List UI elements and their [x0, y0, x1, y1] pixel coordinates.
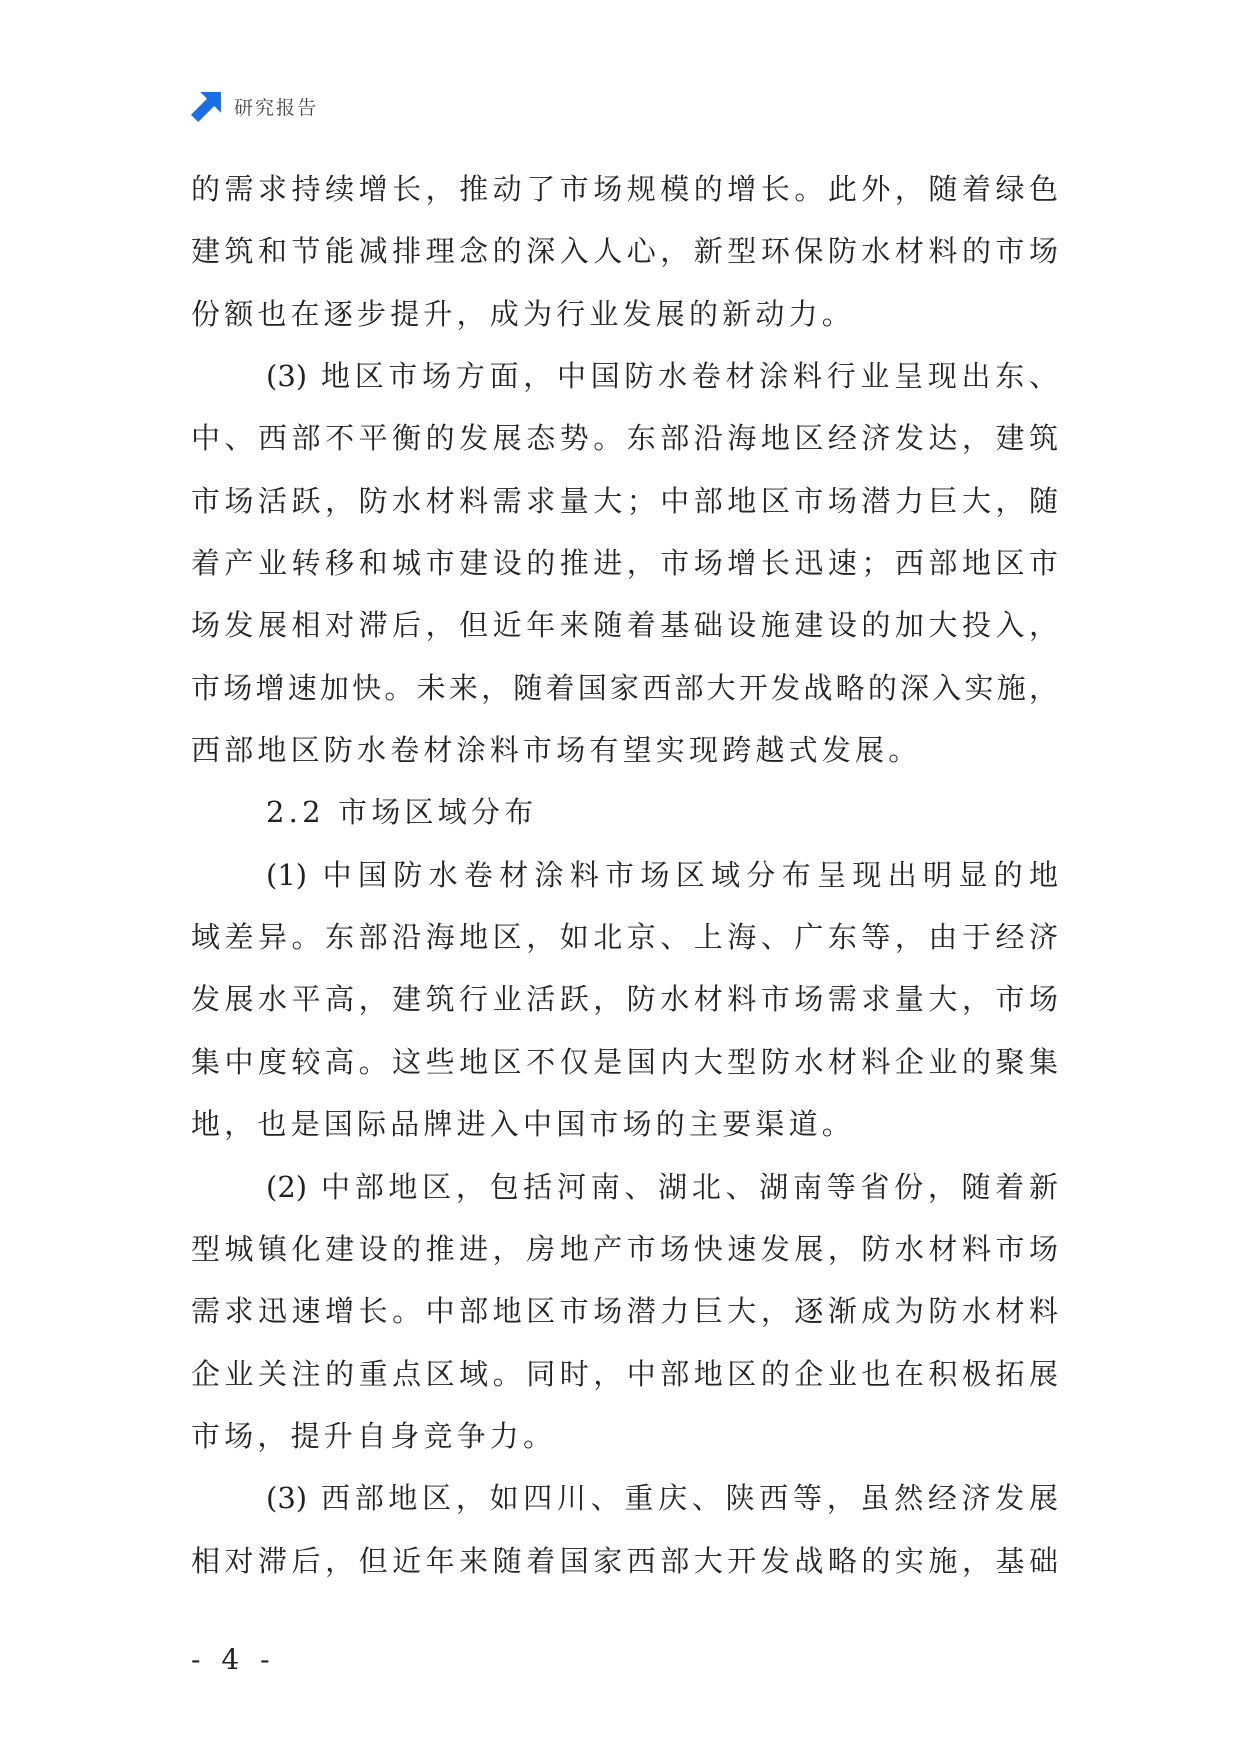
text-line: 的需求持续增长，推动了市场规模的增长。此外，随着绿色	[191, 172, 1058, 206]
text-line: 集中度较高。这些地区不仅是国内大型防水材料企业的聚集	[191, 1044, 1058, 1079]
text-line: 市场增速加快。未来，随着国家西部大开发战略的深入实施，	[191, 670, 1058, 705]
paragraph	[191, 345, 1058, 781]
text-line: 相对滞后，但近年来随着国家西部大开发战略的实施，基础	[191, 1543, 1058, 1578]
text-line: 型城镇化建设的推进，房地产市场快速发展，防水材料市场	[191, 1231, 1058, 1266]
text-line: 域差异。东部沿海地区，如北京、上海、广东等，由于经济	[191, 920, 1058, 955]
report-header	[191, 90, 318, 122]
text-line: 中、西部不平衡的发展态势。东部沿海地区经济发达，建筑	[191, 421, 1058, 456]
text-line: 市场，提升自身竞争力。	[191, 1418, 557, 1453]
arrow-up-right-icon	[191, 91, 222, 122]
text-line: 西部地区防水卷材涂料市场有望实现跨越式发展。	[191, 733, 922, 768]
text-line: 地，也是国际品牌进入中国市场的主要渠道。	[191, 1107, 856, 1142]
document-body	[191, 158, 1058, 1592]
text-line: 场发展相对滞后，但近年来随着基础设施建设的加大投入，	[191, 608, 1058, 643]
paragraph	[191, 1467, 1058, 1592]
text-line: 需求迅速增长。中部地区市场潜力巨大，逐渐成为防水材料	[191, 1294, 1058, 1329]
text-line: (2) 中部地区，包括河南、湖北、湖南等省份，随着新	[266, 1169, 1058, 1204]
page-number: - 4 -	[191, 1643, 276, 1676]
text-line: (3) 西部地区，如四川、重庆、陕西等，虽然经济发展	[266, 1481, 1058, 1516]
text-line: 市场活跃，防水材料需求量大；中部地区市场潜力巨大，随	[191, 483, 1058, 518]
text-line: 建筑和节能减排理念的深入人心，新型环保防水材料的市场	[191, 234, 1058, 269]
text-line: 企业关注的重点区域。同时，中部地区的企业也在积极拓展	[191, 1356, 1058, 1391]
text-line: 发展水平高，建筑行业活跃，防水材料市场需求量大，市场	[191, 982, 1058, 1017]
paragraph	[191, 844, 1058, 1156]
section-heading: 2.2 市场区域分布	[266, 795, 538, 830]
text-line: 着产业转移和城市建设的推进，市场增长迅速；西部地区市	[191, 546, 1058, 581]
paragraph	[191, 1156, 1058, 1468]
paragraph	[191, 158, 1058, 345]
text-line: 份额也在逐步提升，成为行业发展的新动力。	[191, 296, 856, 331]
report-label: 研究报告	[234, 96, 319, 119]
text-line: (3) 地区市场方面，中国防水卷材涂料行业呈现出东、	[266, 359, 1058, 394]
text-line: (1) 中国防水卷材涂料市场区域分布呈现出明显的地	[266, 857, 1058, 892]
